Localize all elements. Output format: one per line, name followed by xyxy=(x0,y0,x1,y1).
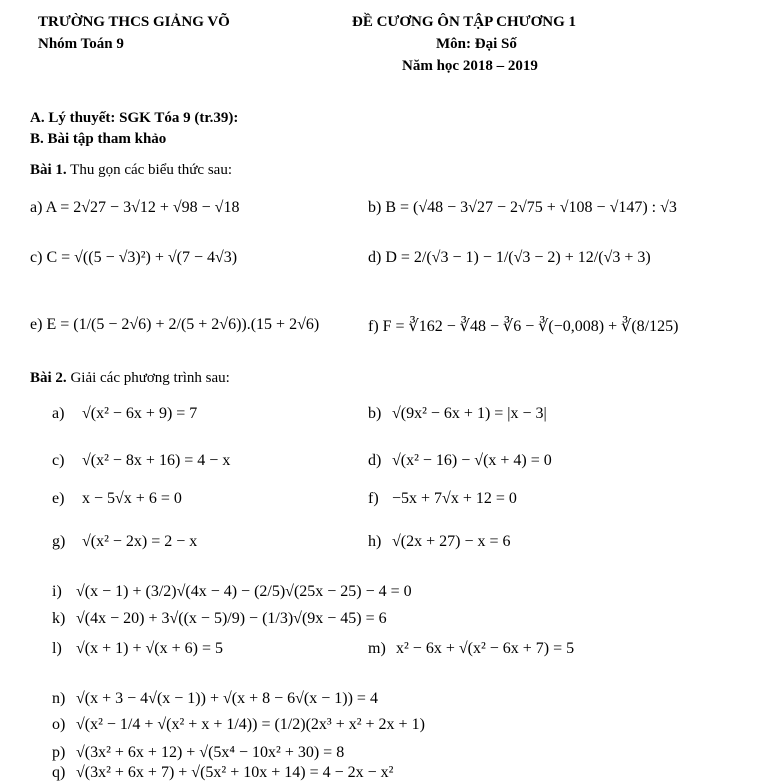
ex1-item-d xyxy=(368,249,651,267)
ex2-item-expr: √(x² − 2x) = 2 − x xyxy=(82,533,198,550)
ex2-item-k xyxy=(52,610,387,628)
ex2-item-label: k) xyxy=(52,610,66,627)
subject: Môn: Đại Số xyxy=(436,36,517,52)
ex2-item-a xyxy=(52,405,197,423)
ex2-item-expr: √(3x² + 6x + 12) + √(5x⁴ − 10x² + 30) = 8 xyxy=(76,744,345,761)
ex2-item-p xyxy=(52,744,344,762)
ex1-item-e xyxy=(30,316,319,334)
ex2-item-b xyxy=(368,405,547,423)
ex2-item-expr: √(x² − 6x + 9) = 7 xyxy=(82,405,198,422)
ex1-item-label: b) xyxy=(368,199,382,216)
ex2-item-expr: √(x² − 8x + 16) = 4 − x xyxy=(82,452,231,469)
ex2-item-expr: √(9x² − 6x + 1) = |x − 3| xyxy=(392,405,547,422)
exercise-2-heading xyxy=(30,370,230,387)
ex2-item-d xyxy=(368,452,552,470)
ex2-item-label: i) xyxy=(52,583,62,600)
ex1-item-b xyxy=(368,199,677,217)
ex1-item-label: a) xyxy=(30,199,43,216)
ex2-item-label: b) xyxy=(368,405,382,422)
ex1-item-a xyxy=(30,199,239,217)
ex2-item-label: d) xyxy=(368,452,382,469)
ex2-item-label: g) xyxy=(52,533,66,550)
ex2-item-label: c) xyxy=(52,452,65,469)
section-theory: A. Lý thuyết: SGK Tóa 9 (tr.39): xyxy=(30,110,239,126)
ex1-item-c xyxy=(30,249,237,267)
ex2-item-expr: −5x + 7√x + 12 = 0 xyxy=(392,490,517,507)
ex2-item-q xyxy=(52,764,393,782)
ex2-item-expr: √(2x + 27) − x = 6 xyxy=(392,533,511,550)
ex2-item-g xyxy=(52,533,197,551)
exercise-1-text: Thu gọn các biểu thức sau: xyxy=(66,162,232,178)
ex2-item-expr: √(x² − 1/4 + √(x² + x + 1/4)) = (1/2)(2x³ + x² + 2x + 1) xyxy=(76,716,425,733)
ex2-item-label: m) xyxy=(368,640,386,657)
ex2-item-expr: x − 5√x + 6 = 0 xyxy=(82,490,182,507)
ex2-item-expr: √(4x − 20) + 3√((x − 5)/9) − (1/3)√(9x − 45) = 6 xyxy=(76,610,387,627)
ex2-item-i xyxy=(52,583,412,601)
ex1-item-label: f) xyxy=(368,318,379,335)
ex1-item-label: d) xyxy=(368,249,382,266)
ex2-item-f xyxy=(368,490,517,508)
ex2-item-label: p) xyxy=(52,744,66,761)
ex1-item-expr: B = (√48 − 3√27 − 2√75 + √108 − √147) : √3 xyxy=(385,199,677,216)
ex2-item-expr: √(x − 1) + (3/2)√(4x − 4) − (2/5)√(25x − 25) − 4 = 0 xyxy=(76,583,412,600)
ex2-item-expr: √(x² − 16) − √(x + 4) = 0 xyxy=(392,452,552,469)
ex1-item-label: c) xyxy=(30,249,43,266)
section-exercises: B. Bài tập tham khảo xyxy=(30,131,167,147)
ex2-item-label: n) xyxy=(52,690,66,707)
ex2-item-e xyxy=(52,490,182,508)
ex1-item-label: e) xyxy=(30,316,43,333)
ex2-item-label: o) xyxy=(52,716,66,733)
ex1-item-expr: D = 2/(√3 − 1) − 1/(√3 − 2) + 12/(√3 + 3) xyxy=(385,249,651,266)
ex2-item-label: f) xyxy=(368,490,379,507)
ex2-item-o xyxy=(52,716,425,734)
school-year: Năm học 2018 – 2019 xyxy=(402,58,538,74)
ex2-item-l xyxy=(52,640,223,658)
group-name: Nhóm Toán 9 xyxy=(38,36,124,52)
ex2-item-label: l) xyxy=(52,640,62,657)
exercise-2-text: Giải các phương trình sau: xyxy=(66,370,230,386)
ex1-item-expr: A = 2√27 − 3√12 + √98 − √18 xyxy=(45,199,240,216)
ex2-item-m xyxy=(368,640,574,658)
ex2-item-h xyxy=(368,533,511,551)
ex2-item-label: a) xyxy=(52,405,65,422)
ex2-item-label: q) xyxy=(52,764,66,781)
ex2-item-expr: √(x + 3 − 4√(x − 1)) + √(x + 8 − 6√(x − 1)) = 4 xyxy=(76,690,378,707)
ex2-item-label: e) xyxy=(52,490,65,507)
ex2-item-label: h) xyxy=(368,533,382,550)
ex2-item-expr: x² − 6x + √(x² − 6x + 7) = 5 xyxy=(396,640,575,657)
document-title: ĐỀ CƯƠNG ÔN TẬP CHƯƠNG 1 xyxy=(352,14,577,30)
ex1-item-expr: E = (1/(5 − 2√6) + 2/(5 + 2√6)).(15 + 2√6) xyxy=(46,316,320,333)
exercise-1-heading xyxy=(30,162,232,179)
ex2-item-expr: √(x + 1) + √(x + 6) = 5 xyxy=(76,640,223,657)
exercise-1-label: Bài 1. xyxy=(30,162,67,178)
ex1-item-expr: F = ∛162 − ∛48 − ∛6 − ∛(−0,008) + ∛(8/125) xyxy=(382,318,679,335)
ex1-item-expr: C = √((5 − √3)²) + √(7 − 4√3) xyxy=(46,249,238,266)
ex2-item-c xyxy=(52,452,230,470)
ex2-item-expr: √(3x² + 6x + 7) + √(5x² + 10x + 14) = 4 − 2x − x² xyxy=(76,764,394,781)
ex2-item-n xyxy=(52,690,378,708)
ex1-item-f xyxy=(368,316,678,336)
school-name: TRƯỜNG THCS GIẢNG VÕ xyxy=(38,14,230,30)
exercise-2-label: Bài 2. xyxy=(30,370,67,386)
